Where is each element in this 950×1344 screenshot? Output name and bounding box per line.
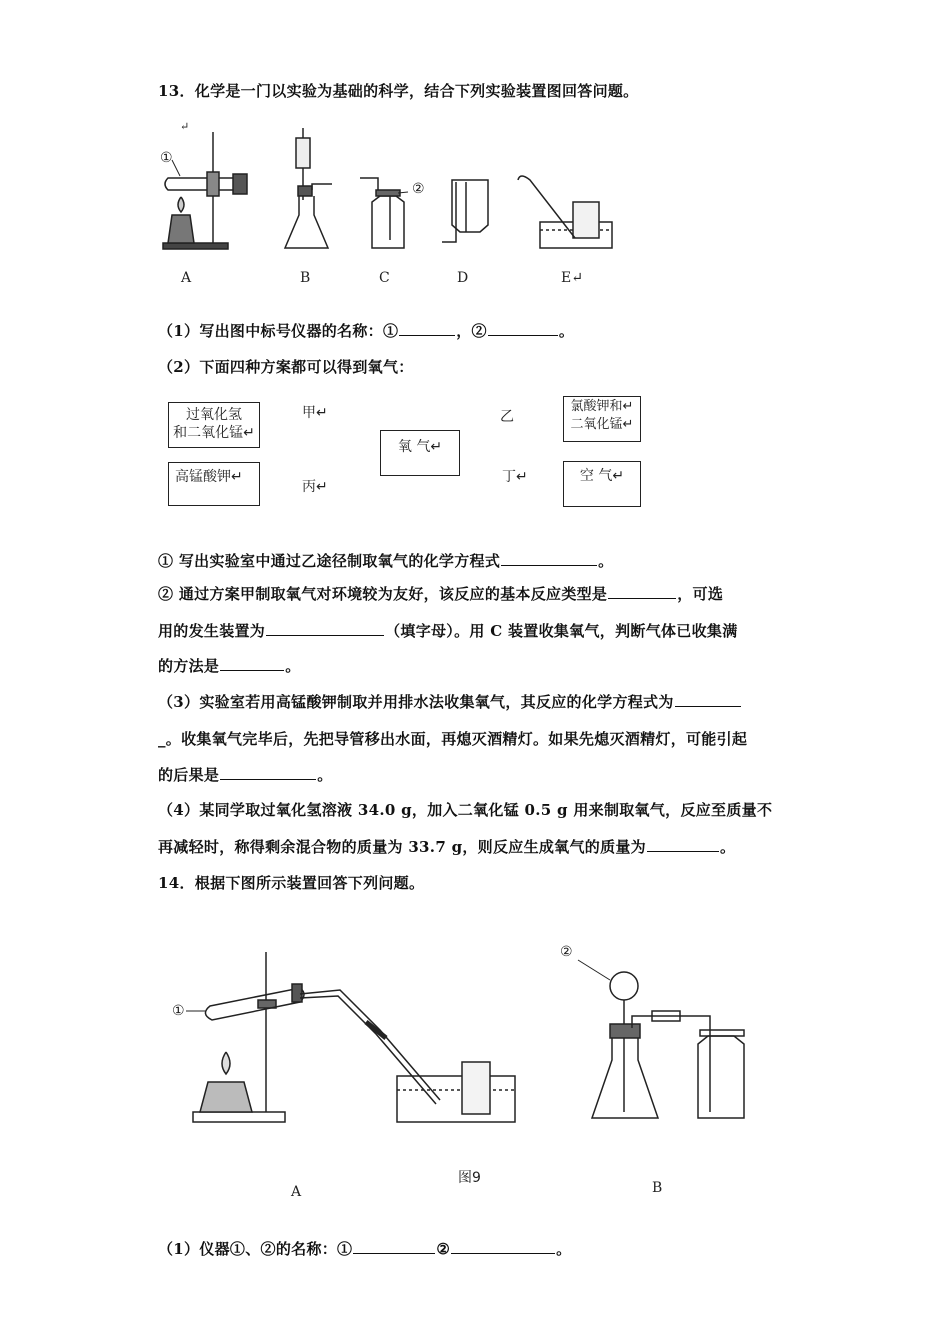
q13-sub2-line3: 的方法是 。 (158, 657, 301, 675)
q13-part4-line2: 再减轻时，称得剩余混合物的质量为 33.7 g，则反应生成氧气的质量为 。 (158, 838, 736, 856)
q13-label-e: E↵ (561, 270, 583, 286)
q13-marker: ↵ (180, 120, 190, 133)
scheme-box-air: 空 气↵ (563, 461, 641, 507)
scheme-box-h2o2: 过氧化氢 和二氧化锰↵ (168, 402, 260, 448)
q14-circle1: ① (172, 1003, 185, 1019)
q13-part2: （2）下面四种方案都可以得到氧气： (158, 358, 414, 376)
scheme-box-oxygen: 氧 气↵ (380, 430, 460, 476)
q13-title: 13．化学是一门以实验为基础的科学，结合下列实验装置图回答问题。 (158, 82, 639, 100)
q13-part1: （1）写出图中标号仪器的名称：① ，② 。 (158, 322, 575, 340)
q14-apparatus-b (592, 972, 744, 1118)
q14-circle2: ② (560, 944, 573, 960)
q14-figure-caption: 图9 (458, 1170, 481, 1186)
q13-circle1: ① (160, 150, 173, 166)
answer-blank-10[interactable] (353, 1239, 435, 1254)
q13-sub1: ① 写出实验室中通过乙途径制取氧气的化学方程式 。 (158, 552, 614, 570)
q13-label-b: B (300, 270, 311, 286)
scheme-box-kmno4: 高锰酸钾↵ (168, 462, 260, 506)
q14-label-a: A (291, 1184, 302, 1200)
q13-label-a: A (181, 270, 192, 286)
scheme-label-bing: 丙↵ (302, 479, 328, 495)
q14-apparatus-a (193, 952, 515, 1122)
q13-sub2-line1: ② 通过方案甲制取氧气对环境较为友好，该反应的基本反应类型是 ，可选 (158, 585, 724, 603)
q13-part3-line3: 的后果是 。 (158, 766, 333, 784)
q13-part3-line2: _。收集氧气完毕后，先把导管移出水面，再熄灭酒精灯。如果先熄灭酒精灯，可能引起 (158, 730, 748, 748)
q13-part4-line1: （4）某同学取过氧化氢溶液 34.0 g，加入二氧化锰 0.5 g 用来制取氧气，反应至质量不 (158, 801, 773, 819)
q13-label-c: C (379, 270, 390, 286)
scheme-label-jia: 甲↵ (302, 405, 328, 421)
q13-part3-line1: （3）实验室若用高锰酸钾制取并用排水法收集氧气，其反应的化学方程式为 (158, 691, 742, 712)
scheme-label-ding: 丁↵ (502, 469, 528, 485)
q13-label-d: D (457, 270, 469, 286)
q13-circle2: ② (412, 181, 425, 197)
scheme-box-kclo3: 氯酸钾和↵ 二氧化锰↵ (563, 396, 641, 442)
q14-part1: （1）仪器①、②的名称：① ② 。 (158, 1240, 572, 1258)
scheme-label-yi: 乙 (500, 409, 514, 425)
answer-blank-11[interactable] (451, 1239, 555, 1254)
q13-sub2-line2: 用的发生装置为 （填字母）。用 C 装置收集氧气，判断气体已收集满 (158, 622, 738, 640)
q14-label-b: B (652, 1180, 663, 1196)
q14-title: 14．根据下图所示装置回答下列问题。 (158, 874, 425, 892)
